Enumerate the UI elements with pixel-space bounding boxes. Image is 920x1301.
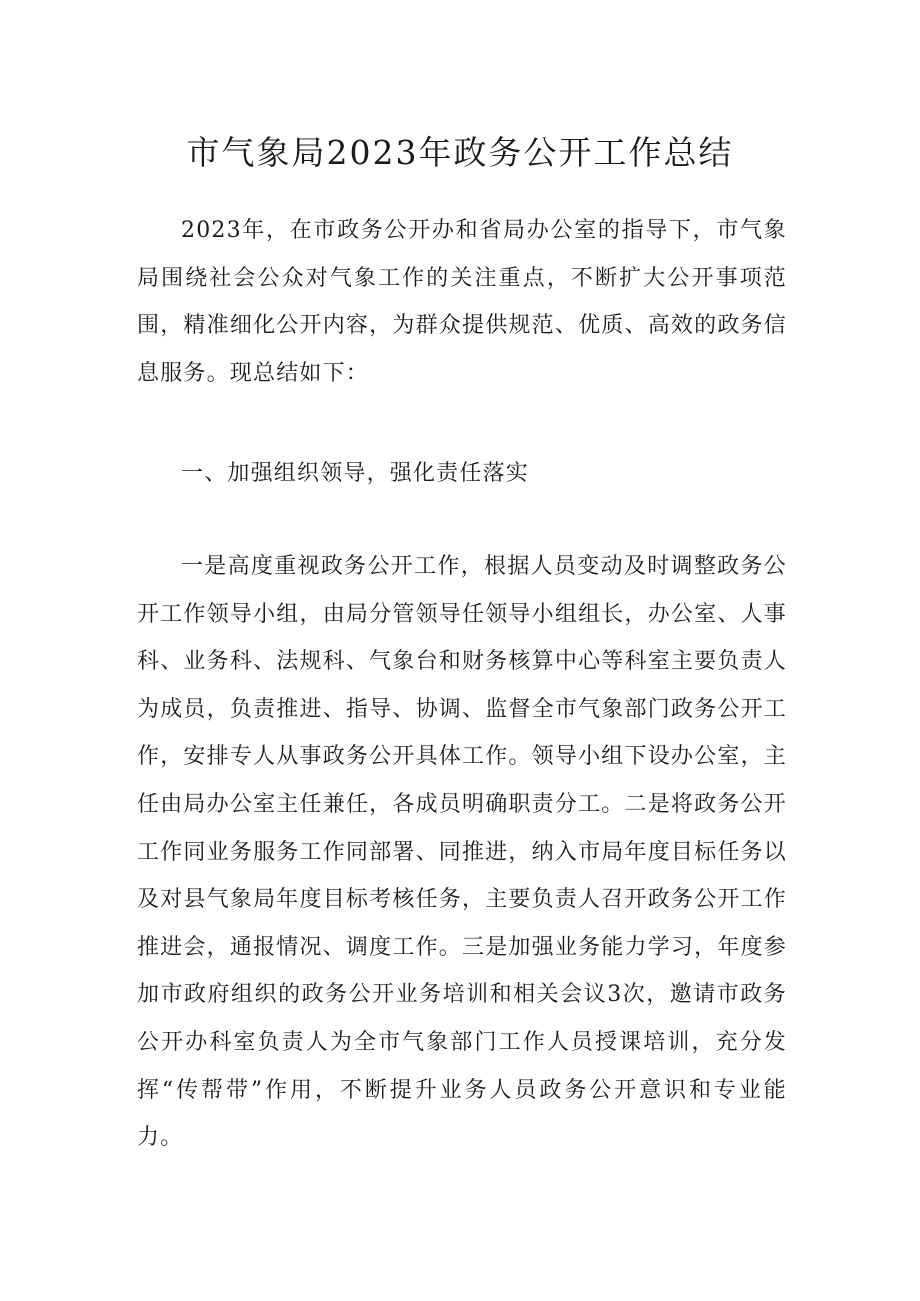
body-paragraph: 一是高度重视政务公开工作，根据人员变动及时调整政务公开工作领导小组，由局分管领导任领导小组组长，办公室、人事科、业务科、法规科、气象台和财务核算中心等科室主要负责人为成员，负责推进、指导、协调、监督全市气象部门政务公开工作，安排专人从事政务公开具体工作。领导小组下设办公室，主任由局办公室主任兼任，各成员明确职责分工。二是将政务公开工作同业务服务工作同部署、同推进，纳入市局年度目标任务以及对县气象局年度目标考核任务，主要负责人召开政务公开工作推进会，通报情况、调度工作。三是加强业务能力学习，年度参加市政府组织的政务公开业务培训和相关会议3次，邀请市政务公开办科室负责人为全市气象部门工作人员授课培训，充分发挥“传帮带”作用，不断提升业务人员政务公开意识和专业能力。 (137, 554, 787, 1151)
document-title: 市气象局2023年政务公开工作总结 (186, 133, 734, 172)
section-heading: 一、加强组织领导，强化责任落实 (181, 461, 530, 486)
intro-paragraph: 2023年，在市政务公开办和省局办公室的指导下，市气象局围绕社会公众对气象工作的关注重点，不断扩大公开事项范围，精准细化公开内容，为群众提供规范、优质、高效的政务信息服务。现总结如下： (137, 218, 787, 386)
